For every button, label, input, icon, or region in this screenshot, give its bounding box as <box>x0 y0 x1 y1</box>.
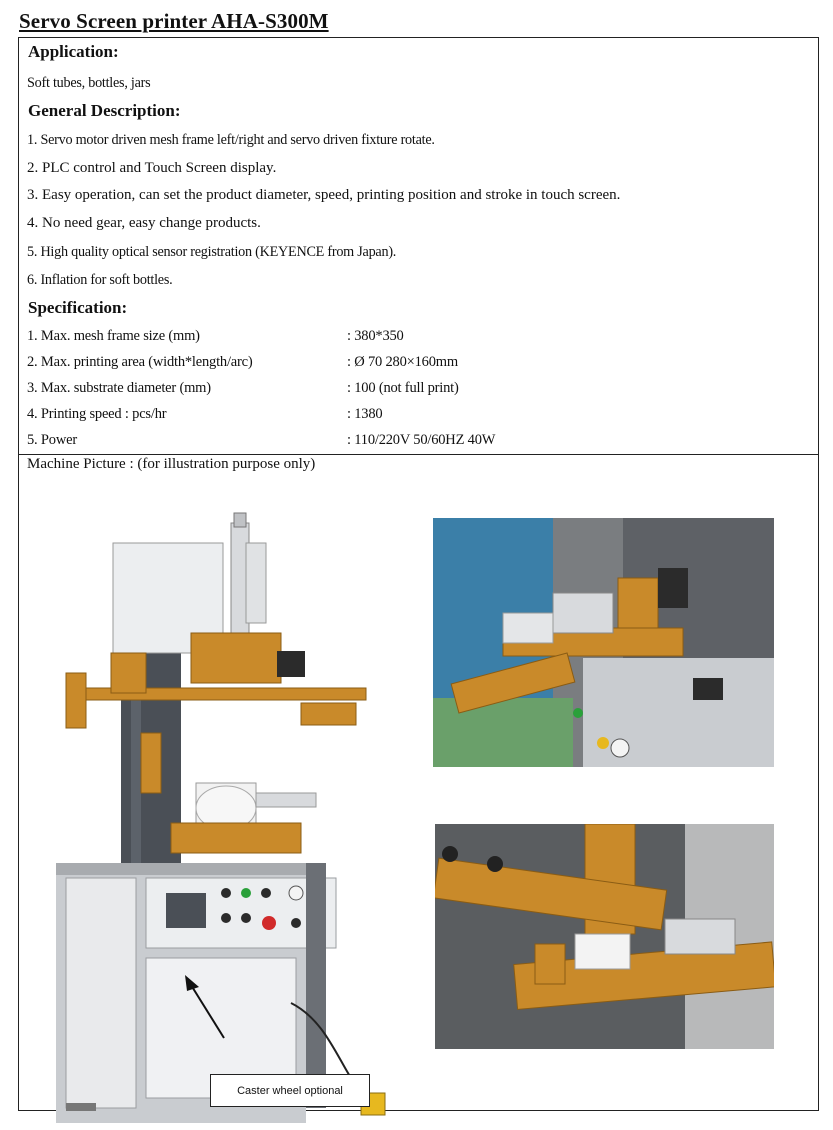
spec-label: 2. Max. printing area (width*length/arc) <box>27 354 253 370</box>
caster-wheel-callout: Caster wheel optional <box>210 1074 370 1107</box>
application-heading: Application: <box>28 42 119 61</box>
description-item: 5. High quality optical sensor registration (KEYENCE from Japan). <box>27 244 397 260</box>
description-item: 6. Inflation for soft bottles. <box>27 272 173 288</box>
spec-label: 3. Max. substrate diameter (mm) <box>27 380 211 396</box>
page-title: Servo Screen printer AHA-S300M <box>19 9 329 33</box>
description-item: 2. PLC control and Touch Screen display. <box>27 160 277 176</box>
description-heading: General Description: <box>28 101 181 120</box>
machine-photo-closeup <box>435 824 774 1049</box>
callout-arrow <box>169 963 249 1043</box>
application-text: Soft tubes, bottles, jars <box>27 75 151 91</box>
spec-value: : 110/220V 50/60HZ 40W <box>347 432 496 448</box>
specification-heading: Specification: <box>28 298 128 317</box>
machine-picture-caption: Machine Picture : (for illustration purpose only) <box>27 456 316 472</box>
spec-value: : Ø 70 280×160mm <box>347 354 458 370</box>
spec-label: 5. Power <box>27 432 77 448</box>
machine-photo-fixture <box>433 518 774 767</box>
spec-sheet-frame <box>18 37 819 1111</box>
spec-value: : 380*350 <box>347 328 404 344</box>
section-divider <box>19 454 818 455</box>
spec-value: : 100 (not full print) <box>347 380 459 396</box>
description-item: 3. Easy operation, can set the product diameter, speed, printing position and stroke in touch screen. <box>27 187 621 203</box>
spec-label: 4. Printing speed : pcs/hr <box>27 406 167 422</box>
spec-label: 1. Max. mesh frame size (mm) <box>27 328 200 344</box>
description-item: 4. No need gear, easy change products. <box>27 215 261 231</box>
spec-value: : 1380 <box>347 406 383 422</box>
description-item: 1. Servo motor driven mesh frame left/right and servo driven fixture rotate. <box>27 132 435 148</box>
